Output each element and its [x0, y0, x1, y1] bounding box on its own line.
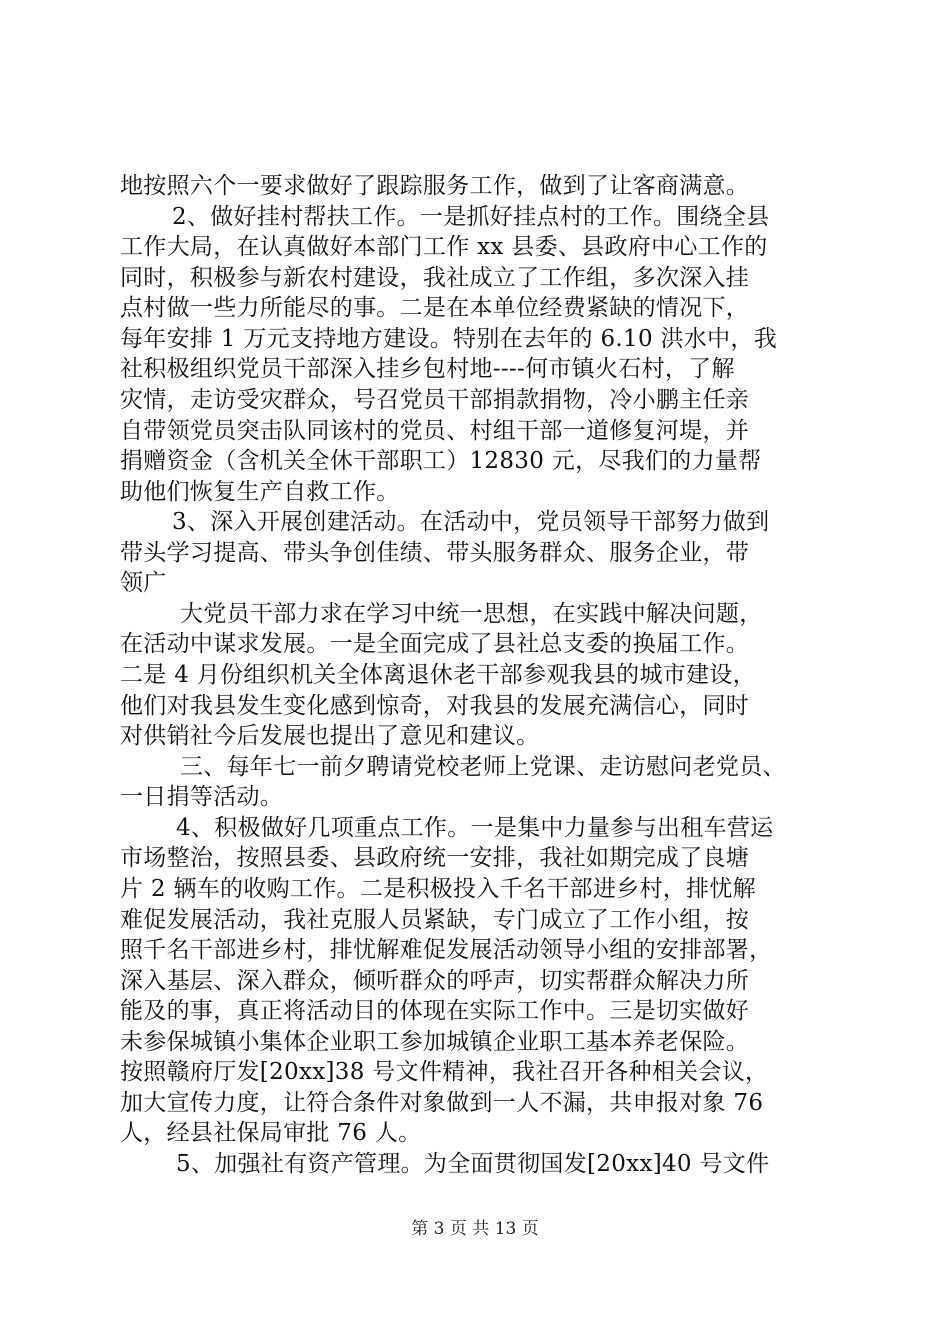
text-line: 同时，积极参与新农村建设，我社成立了工作组，多次深入挂 [120, 265, 750, 291]
text-line: 他们对我县发生变化感到惊奇，对我县的发展充满信心，同时 [120, 693, 750, 719]
text-line: 深入基层、深入群众，倾听群众的呼声，切实帮群众解决力所 [120, 968, 750, 994]
text-line: 按照赣府厅发[20xx]38 号文件精神，我社召开各种相关会议， [120, 1059, 769, 1085]
text-line: 工作大局，在认真做好本部门工作 xx 县委、县政府中心工作的 [120, 234, 768, 260]
text-line: 灾情，走访受灾群众，号召党员干部捐款捐物，冷小鹏主任亲 [120, 387, 750, 413]
text-line: 5、加强社有资产管理。为全面贯彻国发[20xx]40 号文件 [176, 1151, 770, 1177]
text-line: 照千名干部进乡村，排忧解难促发展活动领导小组的安排部署， [120, 937, 773, 963]
text-line: 二是 4 月份组织机关全体离退休老干部参观我县的城市建设， [120, 662, 756, 688]
text-line: 3、深入开展创建活动。在活动中，党员领导干部努力做到 [172, 509, 770, 535]
text-line: 点村做一些力所能尽的事。二是在本单位经费紧缺的情况下， [120, 295, 750, 321]
text-line: 人，经县社保局审批 76 人。 [120, 1120, 422, 1146]
text-line: 带头学习提高、带头争创佳绩、带头服务群众、服务企业，带 [120, 540, 750, 566]
text-line: 一日捐等活动。 [120, 784, 284, 810]
text-line: 市场整治，按照县委、县政府统一安排，我社如期完成了良塘 [120, 845, 750, 871]
text-line: 捐赠资金（含机关全休干部职工）12830 元，尽我们的力量帮 [120, 448, 762, 474]
text-line: 对供销社今后发展也提出了意见和建议。 [120, 723, 540, 749]
text-line: 难促发展活动，我社克服人员紧缺，专门成立了工作小组，按 [120, 907, 750, 933]
text-line: 加大宣传力度，让符合条件对象做到一人不漏，共申报对象 76 [120, 1090, 764, 1116]
text-line: 4、积极做好几项重点工作。一是集中力量参与出租车营运 [176, 815, 774, 841]
text-line: 三、每年七一前夕聘请党校老师上党课、走访慰问老党员、 [180, 754, 786, 780]
text-line: 每年安排 1 万元支持地方建设。特别在去年的 6.10 洪水中，我 [120, 326, 777, 352]
text-line: 大党员干部力求在学习中统一思想，在实践中解决问题， [180, 601, 763, 627]
text-line: 自带领党员突击队同该村的党员、村组干部一道修复河堤，并 [120, 418, 750, 444]
text-line: 未参保城镇小集体企业职工参加城镇企业职工基本养老保险。 [120, 1029, 750, 1055]
text-line: 2、做好挂村帮扶工作。一是抓好挂点村的工作。围绕全县 [172, 204, 770, 230]
text-line: 片 2 辆车的收购工作。二是积极投入千名干部进乡村，排忧解 [120, 876, 756, 902]
text-line: 能及的事，真正将活动目的体现在实际工作中。三是切实做好 [120, 998, 750, 1024]
page-footer: 第 3 页 共 13 页 [411, 1219, 539, 1239]
text-line: 在活动中谋求发展。一是全面完成了县社总支委的换届工作。 [120, 631, 750, 657]
text-line: 社积极组织党员干部深入挂乡包村地----何市镇火石村，了解 [120, 356, 735, 382]
text-line: 助他们恢复生产自救工作。 [120, 479, 400, 505]
text-line: 地按照六个一要求做好了跟踪服务工作，做到了让客商满意。 [120, 173, 750, 199]
text-line: 领广 [120, 570, 167, 596]
